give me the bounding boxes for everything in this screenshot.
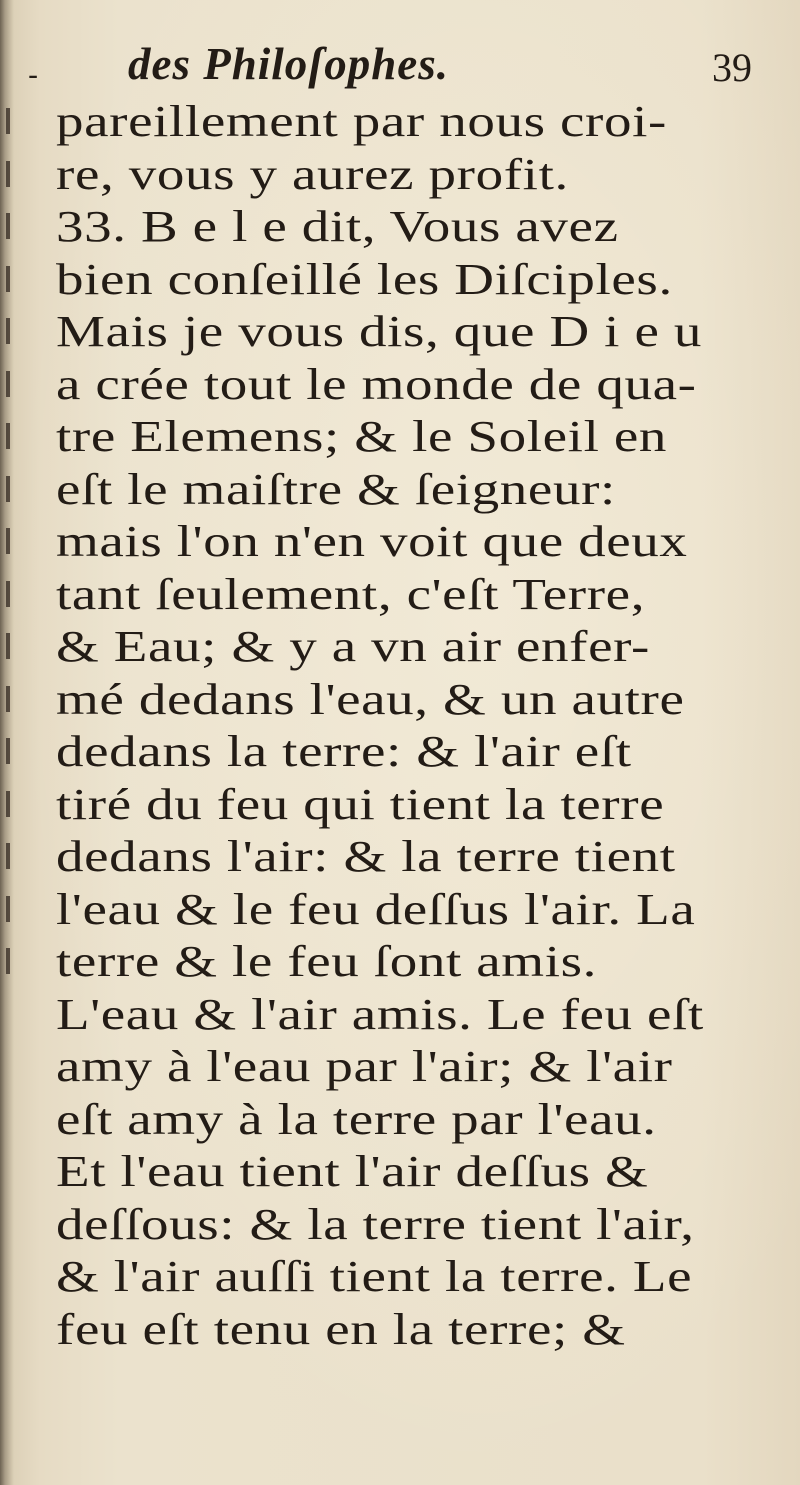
text-line-content: 33. B e l e dit, Vous avez <box>56 202 619 251</box>
text-line <box>24 411 784 464</box>
margin-mark <box>6 213 10 239</box>
text-line-content: bien conſeillé les Diſciples. <box>56 254 673 304</box>
margin-mark <box>6 476 10 502</box>
text-line <box>24 726 784 779</box>
text-line-content: Mais je vous dis, que D i e u <box>56 307 702 356</box>
text-line <box>24 306 784 359</box>
text-line-content: pareillement par nous croi- <box>56 97 667 146</box>
text-line <box>24 149 784 202</box>
text-line <box>24 516 784 569</box>
text-line-content: a crée tout le monde de qua- <box>56 359 697 409</box>
page-number: 39 <box>712 45 752 90</box>
text-line-content: L'eau & l'air amis. Le feu eſt <box>56 989 704 1039</box>
text-line <box>24 779 784 832</box>
text-line <box>24 201 784 254</box>
text-line <box>24 831 784 884</box>
text-line-content: deſſous: & la terre tient l'air, <box>56 1199 695 1249</box>
text-line-content: dedans l'air: & la terre tient <box>56 832 676 881</box>
text-line-content: tre Elemens; & le Soleil en <box>56 412 668 461</box>
margin-mark <box>6 161 10 187</box>
text-line <box>24 569 784 622</box>
running-title: des Philoſophes. <box>128 39 450 89</box>
text-line-content: eſt le maiſtre & ſeigneur: <box>56 464 616 514</box>
blank-lower-margin <box>0 1310 800 1485</box>
text-line-content: tiré du feu qui tient la terre <box>56 779 665 829</box>
margin-mark <box>6 791 10 817</box>
margin-mark <box>6 738 10 764</box>
margin-mark <box>6 108 10 134</box>
text-line-content: mais l'on n'en voit que deux <box>56 517 688 566</box>
text-line-content: tant ſeulement, c'eſt Terre, <box>56 569 646 619</box>
margin-mark <box>6 266 10 292</box>
text-line <box>24 96 784 149</box>
text-line <box>24 1199 784 1252</box>
text-line <box>24 989 784 1042</box>
text-line-content: terre & le feu ſont amis. <box>56 937 598 986</box>
header-dash: - <box>28 58 39 93</box>
margin-mark <box>6 843 10 869</box>
page-header <box>0 38 800 98</box>
text-line-content: mé dedans l'eau, & un autre <box>56 674 685 724</box>
margin-mark <box>6 896 10 922</box>
text-line-content: amy à l'eau par l'air; & l'air <box>56 1042 673 1091</box>
text-line <box>24 1251 784 1304</box>
margin-mark <box>6 318 10 344</box>
text-line <box>24 1094 784 1147</box>
text-line <box>24 464 784 517</box>
text-line-content: l'eau & le feu deſſus l'air. La <box>56 884 696 934</box>
text-line-content: eſt amy à la terre par l'eau. <box>56 1094 657 1144</box>
text-line <box>24 936 784 989</box>
text-line <box>24 1041 784 1094</box>
margin-mark <box>6 371 10 397</box>
text-line-content: re, vous y aurez profit. <box>56 149 569 199</box>
text-line-content: & Eau; & y a vn air enfer- <box>56 622 650 671</box>
margin-mark <box>6 948 10 974</box>
text-line <box>24 359 784 412</box>
margin-mark <box>6 581 10 607</box>
body-text <box>24 96 784 1356</box>
text-line-content: dedans la terre: & l'air eſt <box>56 727 632 776</box>
text-line-content: Et l'eau tient l'air deſſus & <box>56 1147 649 1196</box>
text-line <box>24 254 784 307</box>
text-line-content: feu eſt tenu en la terre; & <box>56 1304 626 1354</box>
text-line <box>24 674 784 727</box>
text-line-content: & l'air auſſi tient la terre. Le <box>56 1252 693 1301</box>
margin-mark <box>6 423 10 449</box>
text-line <box>24 1146 784 1199</box>
margin-mark <box>6 528 10 554</box>
text-line <box>24 621 784 674</box>
margin-mark <box>6 686 10 712</box>
margin-mark <box>6 633 10 659</box>
text-line <box>24 884 784 937</box>
